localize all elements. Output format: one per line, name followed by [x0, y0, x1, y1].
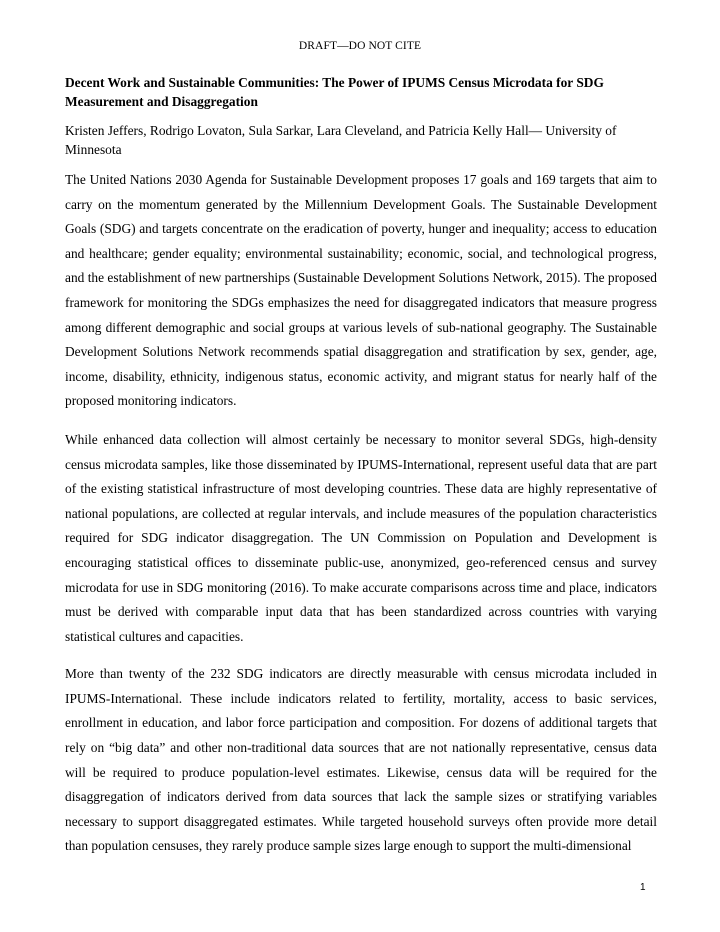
page-number: 1 — [640, 882, 646, 893]
draft-notice: DRAFT—DO NOT CITE — [298, 40, 422, 52]
paper-body — [65, 73, 657, 859]
paragraph-2: While enhanced data collection will almost certainly be necessary to monitor several SDGs, high-density census microdata samples, like those disseminated by IPUMS-International, represent useful data that are part of the existing statistical infrastructure of most developing countries. These data are highly representative of national populations, are collected at regular intervals, and include measures of the population characteristics required for SDG indicator disaggregation. The UN Commission on Population and Development is encouraging statistical offices to disseminate public-use, anonymized, geo-referenced census and survey microdata for use in SDG monitoring (2016). To make accurate comparisons across time and place, indicators must be derived with comparable input data that has been standardized across countries with varying statistical cultures and capacities. — [65, 431, 657, 644]
paper-title: Decent Work and Sustainable Communities: The Power of IPUMS Census Microdata for SDG Measurement and Disaggregation — [65, 75, 604, 109]
paragraph-1: The United Nations 2030 Agenda for Sustainable Development proposes 17 goals and 169 targets that aim to carry on the momentum generated by the Millennium Development Goals. The Sustainable Development Goals (SDG) and targets concentrate on the eradication of poverty, hunger and inequality; access to education and healthcare; gender equality; environmental sustainability; economic, social, and technological progress, and the establishment of new partnerships (Sustainable Development Solutions Network, 2015). The proposed framework for monitoring the SDGs emphasizes the need for disaggregated indicators that measure progress among different demographic and social groups at various levels of sub-national geography. The Sustainable Development Solutions Network recommends spatial disaggregation and stratification by sex, gender, age, income, disability, ethnicity, indigenous status, economic activity, and migrant status for nearly half of the proposed monitoring indicators. — [65, 172, 657, 409]
paragraph-3: More than twenty of the 232 SDG indicators are directly measurable with census microdata included in IPUMS-International. These include indicators related to fertility, mortality, access to basic services, enrollment in education, and labor force participation and composition. For dozens of additional targets that rely on “big data” and other non-traditional data sources that are not nationally representative, census data will be required to produce population-level estimates. Likewise, census data will be required for the disaggregation of indicators derived from data sources that lack the sample sizes or stratifying variables necessary to support disaggregated estimates. While targeted household surveys often provide more detail than population censuses, they rarely produce sample sizes large enough to support the multi-dimensional — [65, 666, 657, 854]
paper-authors: Kristen Jeffers, Rodrigo Lovaton, Sula Sarkar, Lara Cleveland, and Patricia Kelly Hall— University of Minnesota — [65, 123, 617, 157]
